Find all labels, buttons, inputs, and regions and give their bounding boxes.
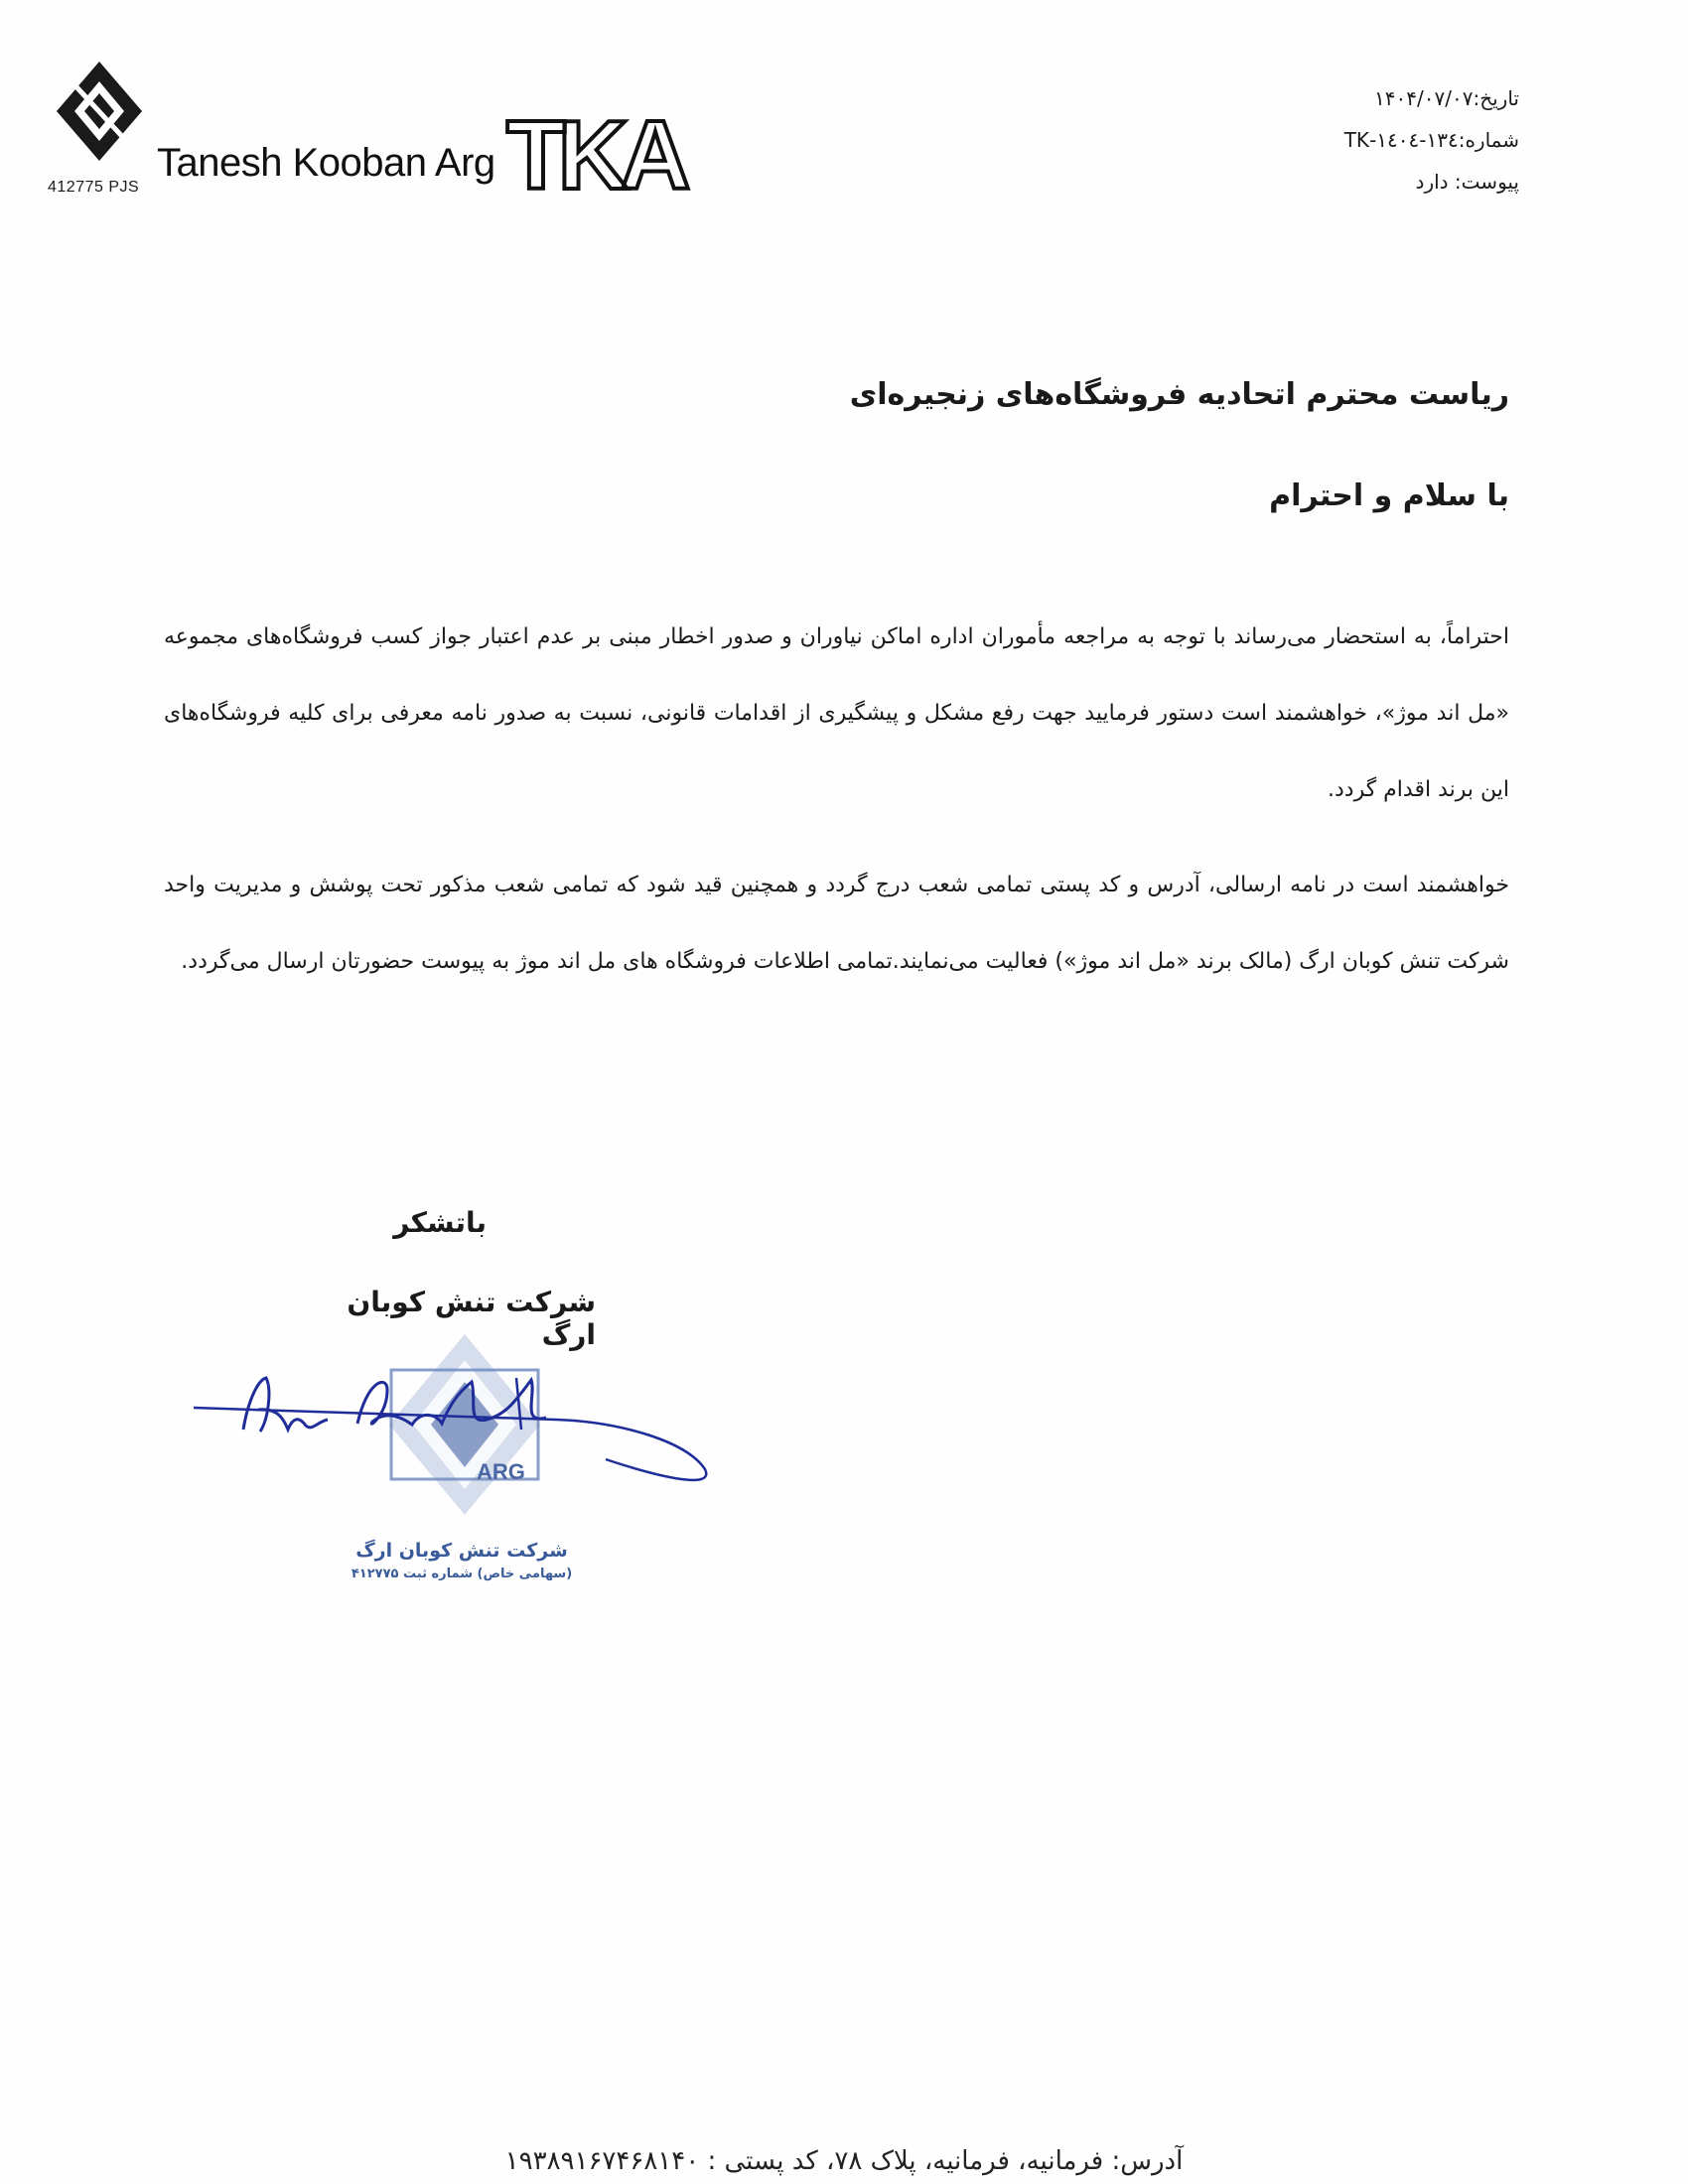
closing-thanks: باتشکر	[393, 1206, 487, 1239]
tka-brand-mark-icon	[504, 100, 683, 209]
body-paragraph-1: احتراماً، به استحضار می‌رساند با توجه به مراجعه مأموران اداره اماکن نیاوران و صدور اخطار مبنی بر عدم اعتبار جواز کسب فروشگاه‌های مجموعه «مل اند موژ»، خواهشمند است دستور فرمایید جهت رفع مشکل و پیشگیری از اقدامات قانونی، نسبت به صدور نامه معرفی برای کلیه فروشگاه‌های این برند اقدام گردد.	[164, 624, 1509, 802]
letter-greeting: با سلام و احترام	[1269, 478, 1509, 513]
tka-mark-text: TKA	[506, 100, 683, 209]
stamp-company-name: شرکت تنش کوبان ارگ	[355, 1540, 568, 1562]
letter-date: تاریخ:۱۴۰۴/۰۷/۰۷	[1374, 86, 1519, 110]
letter-attachment: پیوست: دارد	[1415, 170, 1519, 194]
letter-number: شماره:۱۳٤-۱٤۰٤-TK	[1343, 128, 1519, 152]
registration-code: 412775 PJS	[48, 179, 140, 196]
body-paragraph-2: خواهشمند است در نامه ارسالی، آدرس و کد پستی تمامی شعب درج گردد و همچنین قید شود که تمامی شعب مذکور تحت پوشش و مدیریت واحد شرکت تنش کوبان ارگ (مالک برند «مل اند موژ») فعالیت می‌نمایند.تمامی اطلاعات فروشگاه های مل اند موژ به پیوست حضورتان ارسال می‌گردد.	[164, 873, 1509, 974]
footer-address: آدرس: فرمانیه، فرمانیه، پلاک ۷۸، کد پستی : ۱۹۳۸۹۱۶۷۴۶۸۱۴۰	[504, 2146, 1184, 2176]
closing-company-name: شرکت تنش کوبان ارگ	[347, 1286, 596, 1351]
letter-recipient: ریاست محترم اتحادیه فروشگاه‌های زنجیره‌ای	[849, 377, 1509, 412]
stamp-caption	[348, 1537, 576, 1584]
stamp-logo-label: ARG	[477, 1459, 525, 1484]
company-logo-icon	[55, 60, 144, 169]
logo-arg-label: Arg	[112, 146, 134, 162]
letter-meta	[1344, 77, 1519, 203]
stamp-registration: (سهامی خاص) شماره ثبت ۴۱۲۷۷۵	[351, 1567, 573, 1581]
company-name-latin: Tanesh Kooban Arg	[157, 141, 495, 185]
handwritten-signature	[189, 1360, 725, 1519]
